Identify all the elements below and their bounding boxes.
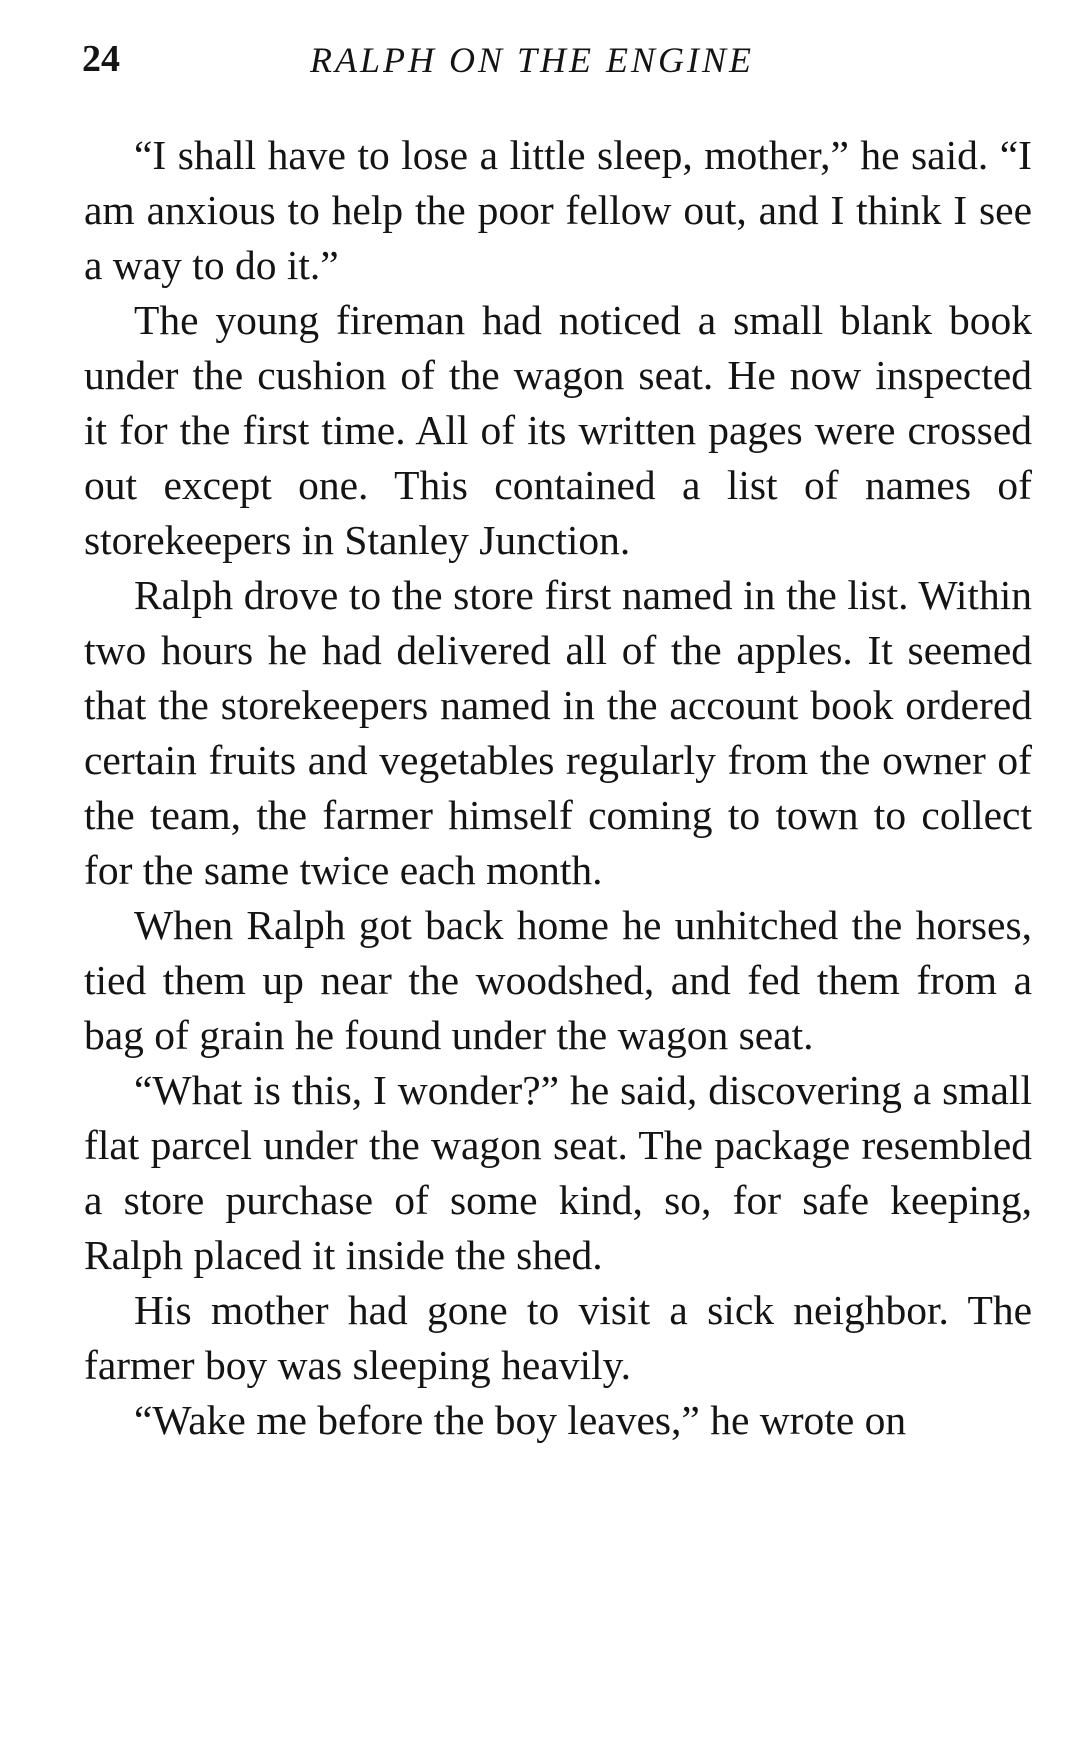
paragraph: His mother had gone to visit a sick neighbor. The farmer boy was sleeping heavily.	[84, 1287, 1032, 1388]
running-title: RALPH ON THE ENGINE	[310, 40, 754, 80]
page-number: 24	[82, 38, 120, 80]
paragraph: The young fireman had noticed a small blank book under the cushion of the wagon seat. He now inspected it for the first time. All of its written pages were crossed out except one. This contained a list of names of storekeepers in Stanley Junction.	[84, 297, 1032, 563]
paragraph: “What is this, I wonder?” he said, discovering a small flat parcel under the wagon seat. The package resembled a store purchase of some kind, so, for safe keeping, Ralph placed it inside the shed.	[84, 1067, 1032, 1278]
body-text	[84, 128, 1032, 1448]
paragraph: “Wake me before the boy leaves,” he wrote on	[134, 1397, 907, 1443]
paragraph: When Ralph got back home he unhitched the horses, tied them up near the woodshed, and fed them from a bag of grain he found under the wagon seat.	[84, 902, 1032, 1058]
paragraph: Ralph drove to the store first named in the list. Within two hours he had delivered all of the apples. It seemed that the storekeepers named in the account book ordered certain fruits and vegetables regularly from the owner of the team, the farmer himself coming to town to collect for the same twice each month.	[84, 572, 1032, 893]
paragraph: “I shall have to lose a little sleep, mother,” he said. “I am anxious to help the poor fellow out, and I think I see a way to do it.”	[84, 132, 1032, 288]
